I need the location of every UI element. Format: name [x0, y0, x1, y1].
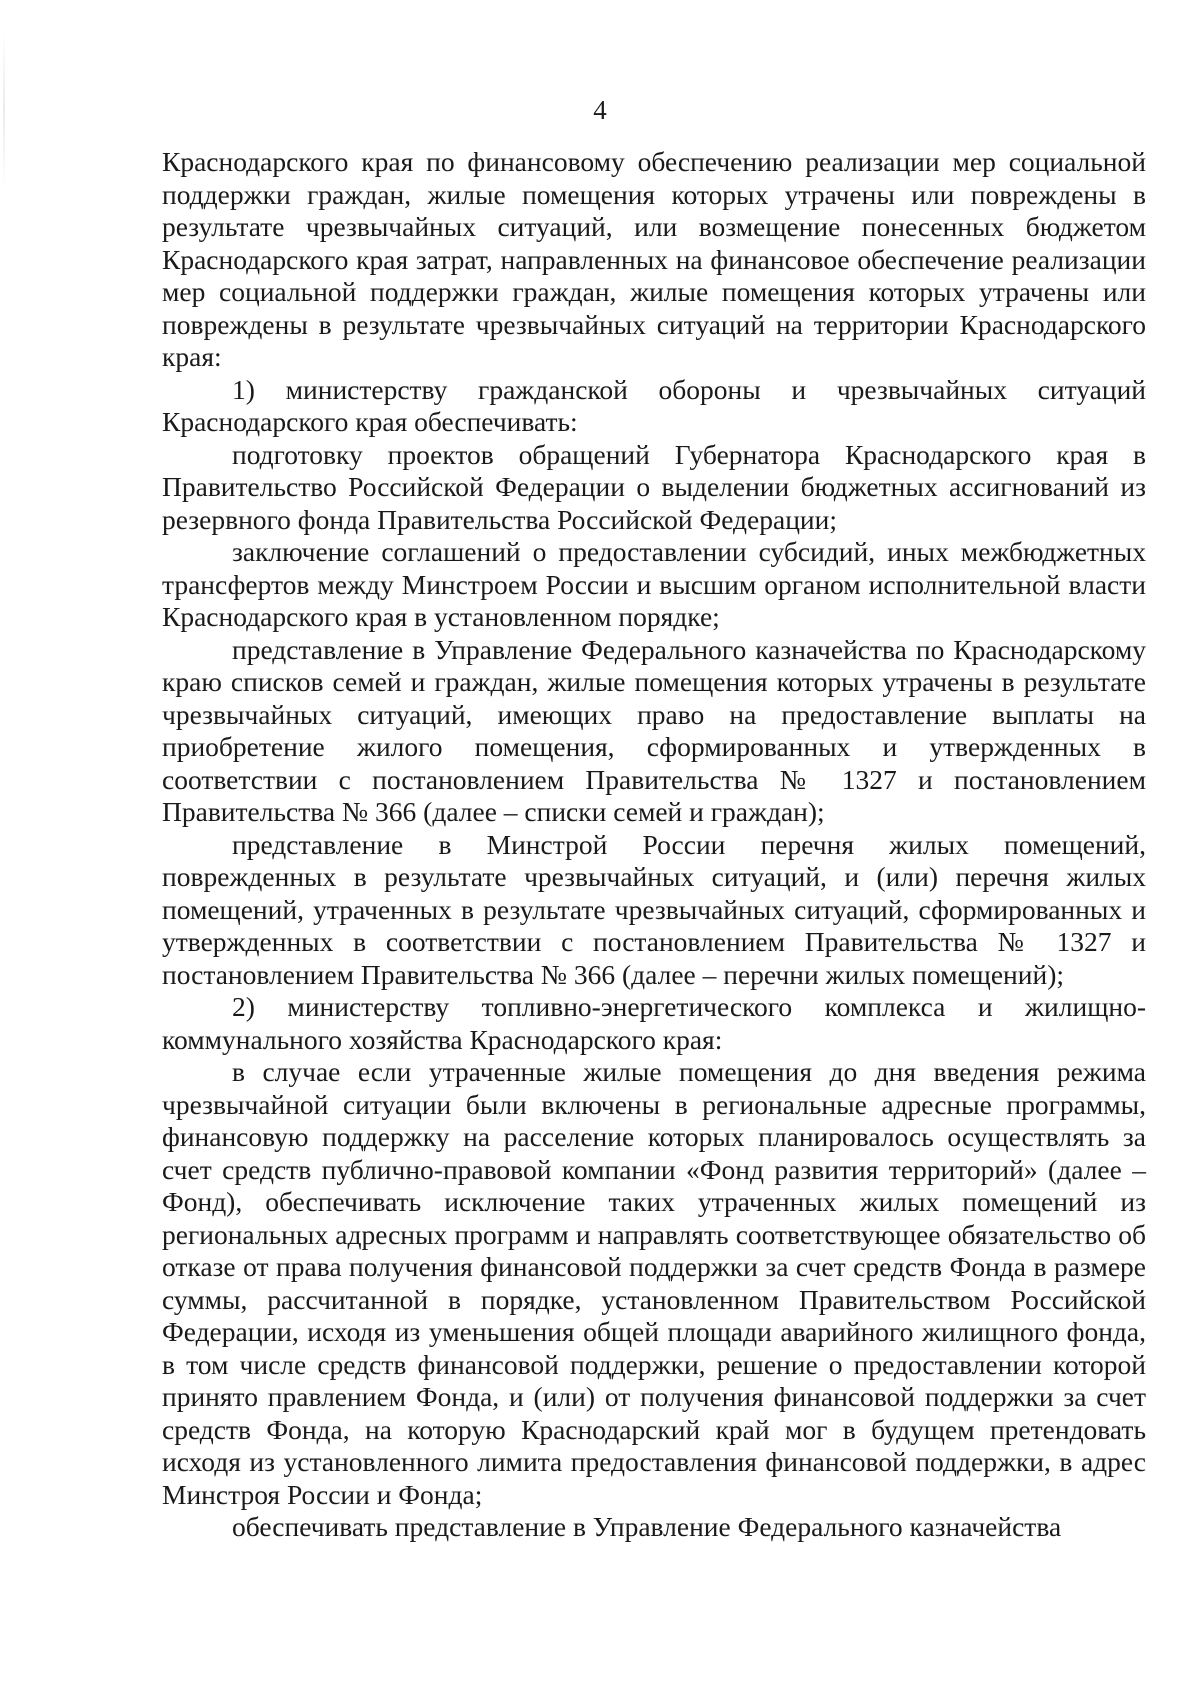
paragraph-fund-exclusion: в случае если утраченные жилые помещения до дня введения режима чрезвычайной ситуации были включены в региональные адресные программы, финансовую поддержку на расселение которых планировалось осуществлять за счет средств публично-правовой компании «Фонд развития территорий» (далее – Фонд), обеспечивать исключение таких утраченных жилых помещений из региональных адресных программ и направлять соответствующее обязательство об отказе от права получения финансовой поддержки за счет средств Фонда в размере суммы, рассчитанной в порядке, установленном Правительством Российской Федерации, исходя из уменьшения общей площади аварийного жилищного фонда, в том числе средств финансовой поддержки, решение о предоставлении которой принято правлением Фонда, и (или) от получения финансовой поддержки за счет средств Фонда, на которую Краснодарский край мог в будущем претендовать исходя из установленного лимита предоставления финансовой поддержки, в адрес Минстроя России и Фонда; [162, 1056, 1146, 1510]
paragraph-item-1: 1) министерству гражданской обороны и чрезвычайных ситуаций Краснодарского края обеспечивать: [162, 373, 1146, 437]
paragraph-subsidy-agreement: заключение соглашений о предоставлении субсидий, иных межбюджетных трансфертов между Минстроем России и высшим органом исполнительной власти Краснодарского края в установленном порядке; [162, 536, 1146, 632]
paragraph-housing-lists: представление в Минстрой России перечня жилых помещений, поврежденных в результате чрезвычайных ситуаций, и (или) перечня жилых помещений, утраченных в результате чрезвычайных ситуаций, сформированных и утвержденных в соответствии с постановлением Правительства № 1327 и постановлением Правительства № 366 (далее – перечни жилых помещений); [162, 828, 1146, 990]
paragraph-family-lists: представление в Управление Федерального казначейства по Краснодарскому краю списков семей и граждан, жилые помещения которых утрачены в результате чрезвычайных ситуаций, имеющих право на предоставление выплаты на приобретение жилого помещения, сформированных и утвержденных в соответствии с постановлением Правительства № 1327 и постановлением Правительства № 366 (далее – списки семей и граждан); [162, 633, 1146, 827]
page-number: 4 [593, 95, 607, 125]
paragraph-item-2: 2) министерству топливно-энергетического комплекса и жилищно-коммунального хозяйства Краснодарского края: [162, 991, 1146, 1055]
paragraph-treasury-submission: обеспечивать представление в Управление Федерального казначейства [232, 1511, 1062, 1542]
document-body [162, 146, 1146, 1544]
paragraph-continuation: Краснодарского края по финансовому обеспечению реализации мер социальной поддержки граждан, жилые помещения которых утрачены или повреждены в результате чрезвычайных ситуаций, или возмещение понесенных бюджетом Краснодарского края затрат, направленных на финансовое обеспечение реализации мер социальной поддержки граждан, жилые помещения которых утрачены или повреждены в результате чрезвычайных ситуаций на территории Краснодарского края: [162, 146, 1146, 372]
paragraph-governor-appeal: подготовку проектов обращений Губернатора Краснодарского края в Правительство Российской Федерации о выделении бюджетных ассигнований из резервного фонда Правительства Российской Федерации; [162, 438, 1146, 535]
